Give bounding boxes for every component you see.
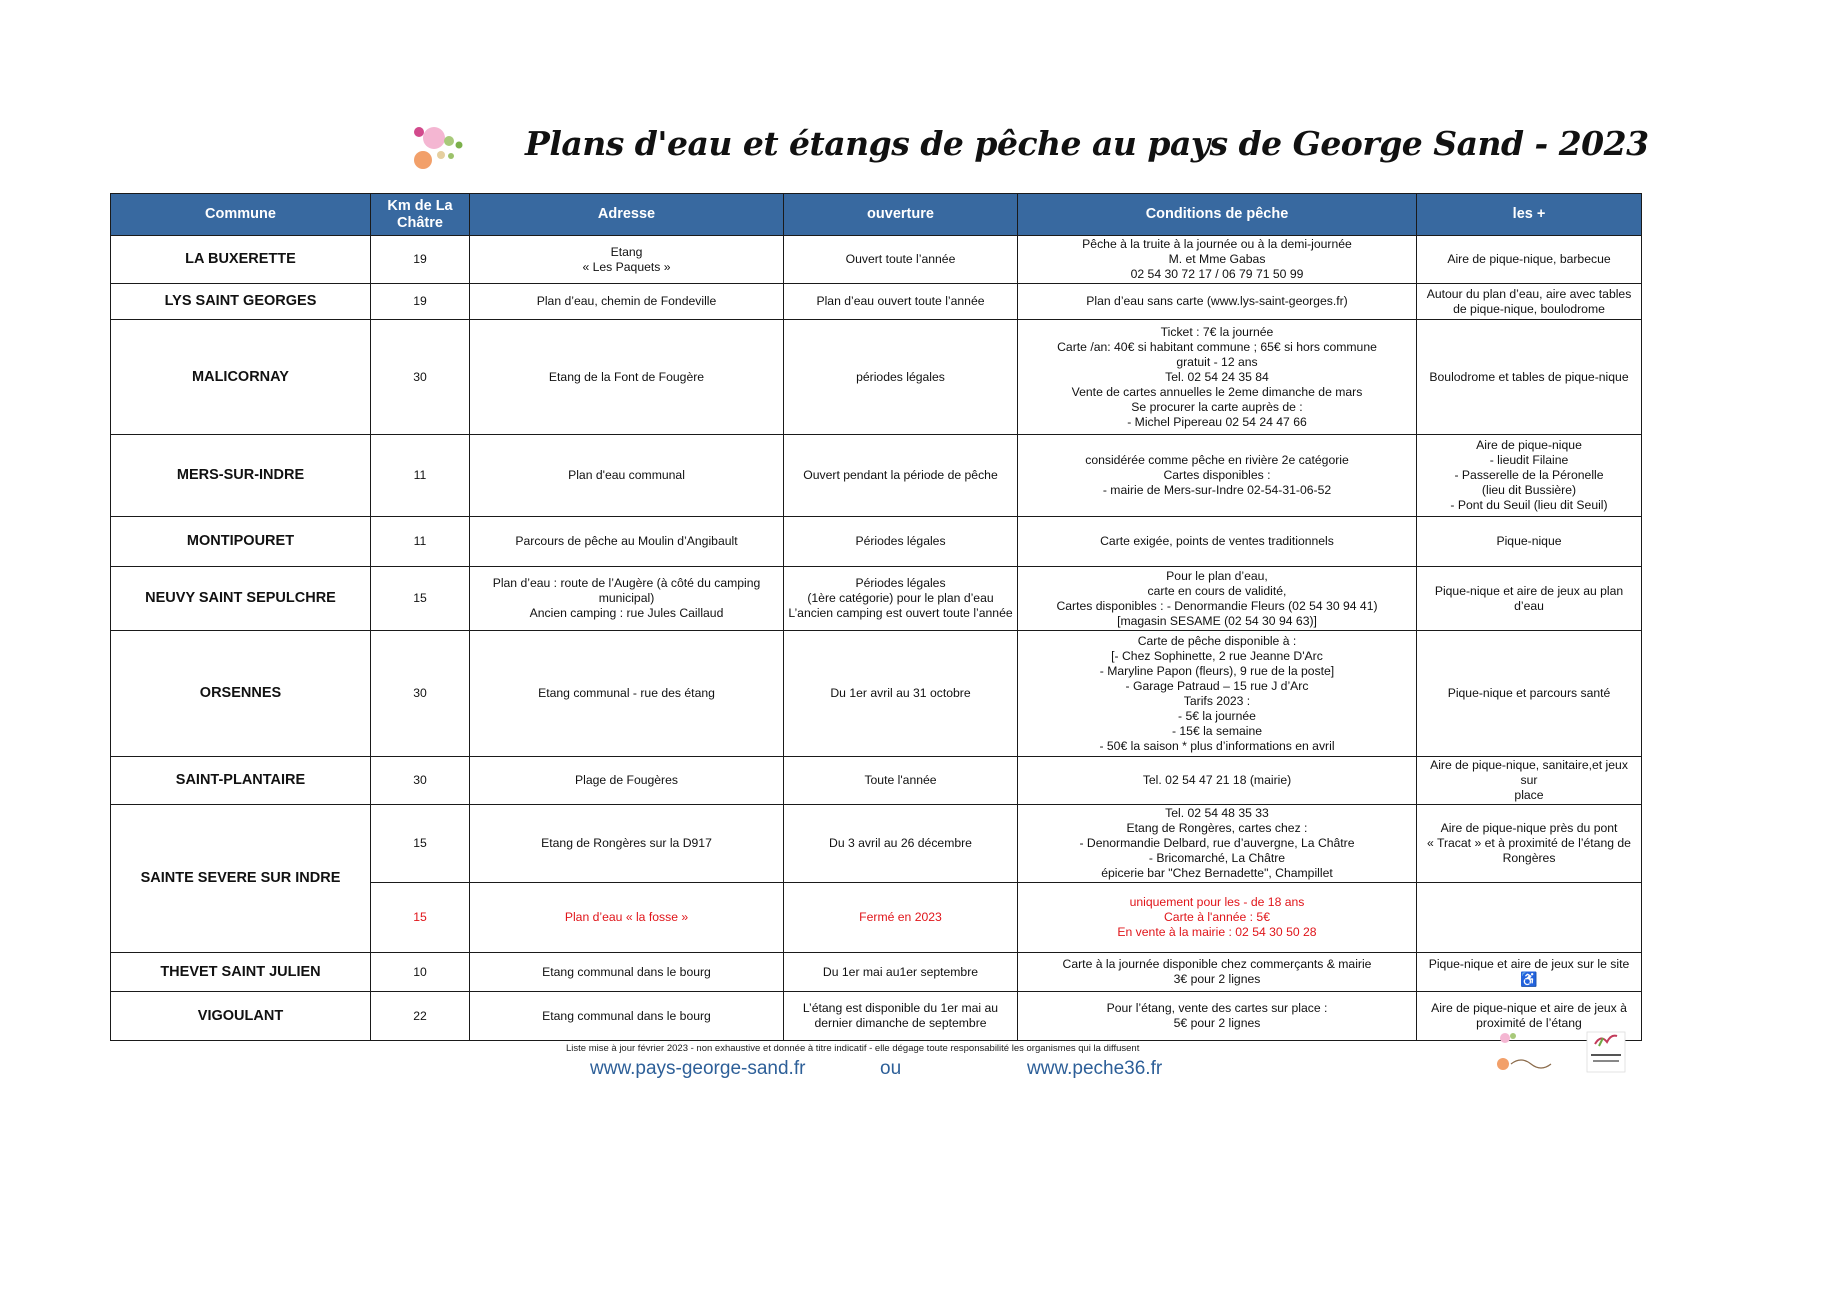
conditions-cell-line: [magasin SESAME (02 54 30 94 63)]: [1117, 613, 1317, 628]
plus-cell: [1417, 883, 1642, 953]
conditions-cell-line: - 15€ la semaine: [1171, 723, 1263, 738]
adresse-cell: [470, 236, 784, 284]
conditions-cell-line: 02 54 30 72 17 / 06 79 71 50 99: [1130, 267, 1304, 281]
table-row: [111, 320, 1642, 435]
conditions-cell: [1018, 883, 1417, 953]
table-row: [111, 567, 1642, 631]
conditions-cell-line: Pour l’étang, vente des cartes sur place :: [1106, 1001, 1328, 1015]
ouverture-cell: [784, 435, 1018, 517]
conditions-cell: [1018, 992, 1417, 1041]
adresse-cell-line: municipal): [598, 591, 655, 605]
conditions-cell: [1018, 805, 1417, 883]
adresse-cell-line: Plan d’eau, chemin de Fondeville: [536, 294, 717, 308]
adresse-cell-line: Plan d’eau : route de l’Augère (à côté du camping: [492, 576, 761, 590]
plus-cell-line: Aire de pique-nique, barbecue: [1447, 252, 1611, 266]
conditions-cell-line: Carte de pêche disponible à :: [1137, 633, 1297, 648]
conditions-cell-line: Pour le plan d’eau,: [1166, 568, 1268, 583]
conditions-cell-line: Tel. 02 54 24 35 84: [1165, 369, 1269, 384]
adresse-cell: [470, 883, 784, 953]
commune-cell: MALICORNAY: [111, 320, 371, 435]
plus-cell-line: - Passerelle de la Péronelle: [1454, 468, 1604, 482]
plus-cell-line: Autour du plan d’eau, aire avec tables: [1426, 286, 1632, 301]
plus-cell-line: Aire de pique-nique, sanitaire,et jeux sur: [1430, 758, 1628, 787]
km-cell: 15: [371, 883, 470, 953]
adresse-cell-line: Ancien camping : rue Jules Caillaud: [529, 606, 724, 620]
commune-cell: SAINTE SEVERE SUR INDRE: [111, 805, 371, 953]
adresse-cell-line: Plan d'eau communal: [568, 468, 685, 482]
commune-cell: ORSENNES: [111, 631, 371, 757]
conditions-cell-line: Pêche à la truite à la journée ou à la demi-journée: [1082, 237, 1352, 251]
conditions-cell-line: Plan d’eau sans carte (www.lys-saint-georges.fr): [1086, 294, 1348, 308]
table-row: [111, 284, 1642, 320]
ouverture-cell-line: Périodes légales: [855, 576, 946, 590]
header-plus: les +: [1417, 194, 1642, 236]
ouverture-cell-line: Du 3 avril au 26 décembre: [829, 836, 972, 850]
conditions-cell: [1018, 631, 1417, 757]
page-title: Plans d'eau et étangs de pêche au pays de George Sand - 2023: [525, 124, 1649, 163]
adresse-cell-line: « Les Paquets »: [582, 259, 671, 274]
plus-cell-line: Pique-nique et aire de jeux sur le site: [1428, 957, 1630, 971]
conditions-cell-line: considérée comme pêche en rivière 2e catégorie: [1085, 453, 1349, 467]
link-peche36[interactable]: www.peche36.fr: [1027, 1058, 1163, 1079]
title-block: [410, 118, 1649, 178]
adresse-cell: [470, 567, 784, 631]
adresse-cell: [470, 631, 784, 757]
plus-cell: [1417, 236, 1642, 284]
plus-cell-line: Aire de pique-nique et aire de jeux à: [1431, 1001, 1627, 1015]
adresse-cell: [470, 992, 784, 1041]
conditions-cell-line: Etang de Rongères, cartes chez :: [1126, 821, 1308, 835]
plus-cell-line: Boulodrome et tables de pique-nique: [1429, 369, 1629, 384]
km-cell: 11: [371, 435, 470, 517]
footer-links: [0, 1058, 1831, 1086]
conditions-cell: [1018, 517, 1417, 567]
plus-cell-line: de pique-nique, boulodrome: [1453, 301, 1605, 316]
conditions-cell-line: Tel. 02 54 47 21 18 (mairie): [1142, 773, 1292, 787]
conditions-cell-line: 5€ pour 2 lignes: [1173, 1016, 1261, 1030]
adresse-cell: [470, 435, 784, 517]
table-row: [111, 805, 1642, 883]
ouverture-cell: [784, 236, 1018, 284]
ouverture-cell: [784, 567, 1018, 631]
link-separator-or: ou: [880, 1058, 902, 1079]
km-cell: 30: [371, 757, 470, 805]
ouverture-cell: [784, 805, 1018, 883]
conditions-cell-line: - Denormandie Delbard, rue d’auvergne, La Châtre: [1079, 836, 1355, 850]
table-row: [111, 953, 1642, 992]
ouverture-cell-line: Toute l'année: [864, 773, 937, 787]
plus-cell-line: « Tracat » et à proximité de l’étang de: [1427, 836, 1631, 850]
ouverture-cell-line: Ouvert toute l’année: [845, 252, 956, 266]
conditions-cell-line: Tel. 02 54 48 35 33: [1165, 806, 1269, 820]
conditions-cell: [1018, 953, 1417, 992]
conditions-cell-line: uniquement pour les - de 18 ans: [1129, 895, 1305, 909]
ouverture-cell: [784, 631, 1018, 757]
table-header-row: [111, 194, 1642, 236]
adresse-cell-line: Etang: [610, 244, 643, 259]
commune-cell: LA BUXERETTE: [111, 236, 371, 284]
commune-cell: VIGOULANT: [111, 992, 371, 1041]
conditions-cell-line: Cartes disponibles :: [1163, 468, 1271, 482]
km-cell: 11: [371, 517, 470, 567]
conditions-cell: [1018, 284, 1417, 320]
ouverture-cell: [784, 320, 1018, 435]
conditions-cell-line: - 50€ la saison * plus d’informations en avril: [1099, 738, 1335, 753]
plus-cell: [1417, 953, 1642, 992]
plus-cell-line: Pique-nique et parcours santé: [1447, 686, 1611, 700]
conditions-cell-line: Se procurer la carte auprès de :: [1131, 399, 1303, 414]
ouverture-cell: [784, 284, 1018, 320]
conditions-cell: [1018, 567, 1417, 631]
decorative-dots-logo: [410, 122, 466, 178]
commune-cell: MERS-SUR-INDRE: [111, 435, 371, 517]
table-row: [111, 435, 1642, 517]
conditions-cell-line: - mairie de Mers-sur-Indre 02-54-31-06-52: [1102, 483, 1332, 497]
ouverture-cell-line: Plan d’eau ouvert toute l’année: [816, 294, 985, 308]
fishing-spots-table: [110, 193, 1642, 1041]
ouverture-cell-line: Du 1er mai au1er septembre: [822, 964, 979, 979]
table-row: [111, 631, 1642, 757]
conditions-cell-line: carte en cours de validité,: [1147, 583, 1287, 598]
adresse-cell-line: Plan d’eau « la fosse »: [564, 910, 689, 924]
conditions-cell-line: Carte à l'année : 5€: [1164, 910, 1270, 924]
plus-cell-line: - Pont du Seuil (lieu dit Seuil): [1450, 498, 1608, 512]
adresse-cell: [470, 517, 784, 567]
table-row: [111, 517, 1642, 567]
plus-cell-line: Aire de pique-nique près du pont: [1440, 821, 1618, 835]
header-conditions: Conditions de pêche: [1018, 194, 1417, 236]
km-cell: 19: [371, 284, 470, 320]
commune-cell: MONTIPOURET: [111, 517, 371, 567]
km-cell: 30: [371, 631, 470, 757]
conditions-cell-line: - Maryline Papon (fleurs), 9 rue de la poste]: [1099, 663, 1335, 678]
adresse-cell-line: Etang communal - rue des étang: [538, 686, 715, 700]
commune-cell: THEVET SAINT JULIEN: [111, 953, 371, 992]
km-cell: 22: [371, 992, 470, 1041]
plus-cell: [1417, 631, 1642, 757]
ouverture-cell-line: Ouvert pendant la période de pêche: [803, 468, 998, 482]
header-km: Km de La Châtre: [371, 194, 470, 236]
link-pays-george-sand[interactable]: www.pays-george-sand.fr: [590, 1058, 806, 1079]
conditions-cell-line: [- Chez Sophinette, 2 rue Jeanne D'Arc: [1111, 648, 1323, 663]
adresse-cell-line: Etang de Rongères sur la D917: [541, 836, 712, 850]
ouverture-cell-line: Fermé en 2023: [859, 910, 942, 924]
conditions-cell: [1018, 435, 1417, 517]
table-row: [111, 236, 1642, 284]
ouverture-cell-line: L’ancien camping est ouvert toute l’année: [788, 606, 1013, 620]
plus-cell-line: proximité de l’étang: [1476, 1016, 1582, 1030]
ouverture-cell: [784, 883, 1018, 953]
conditions-cell-line: Vente de cartes annuelles le 2eme dimanche de mars: [1071, 384, 1363, 399]
adresse-cell-line: Parcours de pêche au Moulin d’Angibault: [515, 534, 738, 548]
conditions-cell-line: En vente à la mairie : 02 54 30 50 28: [1117, 925, 1317, 939]
ouverture-cell-line: dernier dimanche de septembre: [814, 1016, 987, 1030]
conditions-cell-line: Carte à la journée disponible chez commerçants & mairie: [1062, 957, 1372, 971]
ouverture-cell-line: L’étang est disponible du 1er mai au: [802, 1001, 999, 1015]
ouverture-cell-line: (1ère catégorie) pour le plan d’eau: [807, 591, 994, 605]
adresse-cell: [470, 953, 784, 992]
plus-cell: [1417, 320, 1642, 435]
plus-cell-line: (lieu dit Bussière): [1481, 483, 1577, 497]
adresse-cell: [470, 320, 784, 435]
header-ouverture: ouverture: [784, 194, 1018, 236]
commune-cell: SAINT-PLANTAIRE: [111, 757, 371, 805]
table-row: [111, 757, 1642, 805]
adresse-cell: [470, 757, 784, 805]
ouverture-cell-line: Périodes légales: [855, 534, 946, 548]
conditions-cell-line: Tarifs 2023 :: [1183, 693, 1251, 708]
conditions-cell-line: gratuit - 12 ans: [1176, 354, 1258, 369]
adresse-cell-line: Plage de Fougères: [575, 773, 678, 787]
header-commune: Commune: [111, 194, 371, 236]
km-cell: 30: [371, 320, 470, 435]
adresse-cell: [470, 805, 784, 883]
wheelchair-accessible-icon: ♿: [1520, 971, 1538, 987]
adresse-cell: [470, 284, 784, 320]
ouverture-cell-line: Du 1er avril au 31 octobre: [830, 686, 971, 700]
plus-cell: [1417, 567, 1642, 631]
adresse-cell-line: Etang communal dans le bourg: [542, 1008, 711, 1023]
plus-cell: [1417, 757, 1642, 805]
adresse-cell-line: Etang communal dans le bourg: [542, 964, 711, 979]
conditions-cell: [1018, 757, 1417, 805]
ouverture-cell: [784, 953, 1018, 992]
header-adresse: Adresse: [470, 194, 784, 236]
plus-cell: [1417, 435, 1642, 517]
conditions-cell-line: Carte exigée, points de ventes traditionnels: [1100, 534, 1334, 548]
ouverture-cell: [784, 992, 1018, 1041]
conditions-cell-line: Carte /an: 40€ si habitant commune ; 65€ si hors commune: [1057, 339, 1377, 354]
km-cell: 15: [371, 805, 470, 883]
table-body: [111, 236, 1642, 1041]
plus-cell: [1417, 805, 1642, 883]
km-cell: 19: [371, 236, 470, 284]
conditions-cell-line: Ticket : 7€ la journée: [1160, 324, 1274, 339]
plus-cell-line: Pique-nique et aire de jeux au plan: [1434, 583, 1624, 598]
conditions-cell-line: - 5€ la journée: [1178, 708, 1256, 723]
plus-cell-line: place: [1514, 788, 1544, 802]
plus-cell-line: Pique-nique: [1496, 534, 1562, 548]
conditions-cell-line: - Garage Patraud – 15 rue J d’Arc: [1125, 678, 1309, 693]
table-row: [111, 992, 1642, 1041]
conditions-cell-line: Cartes disponibles : - Denormandie Fleurs (02 54 30 94 41): [1056, 598, 1378, 613]
conditions-cell: [1018, 236, 1417, 284]
ouverture-cell-line: périodes légales: [856, 369, 945, 384]
plus-cell: [1417, 284, 1642, 320]
plus-cell-line: Aire de pique-nique: [1476, 438, 1582, 452]
conditions-cell-line: - Michel Pipereau 02 54 24 47 66: [1127, 414, 1307, 429]
commune-cell: LYS SAINT GEORGES: [111, 284, 371, 320]
conditions-cell-line: 3€ pour 2 lignes: [1173, 972, 1261, 986]
conditions-cell-line: épicerie bar "Chez Bernadette", Champillet: [1101, 866, 1333, 880]
conditions-cell-line: M. et Mme Gabas: [1168, 252, 1266, 266]
km-cell: 15: [371, 567, 470, 631]
conditions-cell-line: - Bricomarché, La Châtre: [1148, 851, 1286, 865]
plus-cell-line: Rongères: [1502, 851, 1556, 865]
km-cell: 10: [371, 953, 470, 992]
plus-cell-line: d’eau: [1514, 598, 1544, 613]
footer-disclaimer: Liste mise à jour février 2023 - non exhaustive et donnée à titre indicatif - elle dégage toute responsabilité les organismes qui la diffusent: [566, 1043, 1140, 1054]
ouverture-cell: [784, 517, 1018, 567]
conditions-cell: [1018, 320, 1417, 435]
ouverture-cell: [784, 757, 1018, 805]
adresse-cell-line: Etang de la Font de Fougère: [548, 369, 705, 384]
commune-cell: NEUVY SAINT SEPULCHRE: [111, 567, 371, 631]
plus-cell: [1417, 517, 1642, 567]
plus-cell-line: - lieudit Filaine: [1489, 453, 1569, 467]
